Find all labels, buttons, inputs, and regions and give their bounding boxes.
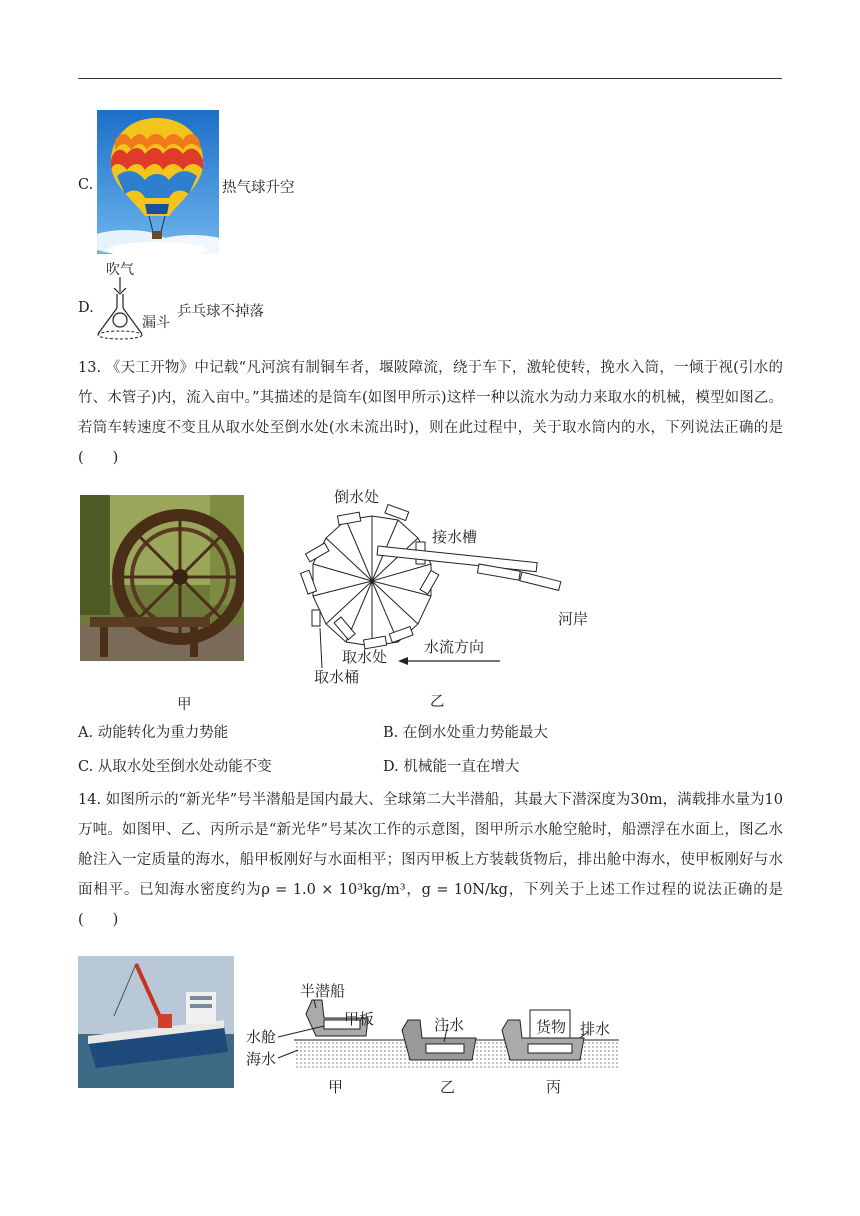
- blow-label: 吹气: [106, 262, 134, 278]
- caption-yi: 乙: [440, 1078, 456, 1096]
- caption-jia: 甲: [328, 1078, 344, 1096]
- label-ship: 半潜船: [300, 982, 346, 1000]
- q13-option-c: C. 从取水处至倒水处动能不变: [78, 759, 272, 775]
- label-inject: 注水: [434, 1016, 465, 1034]
- figure-yi-caption: 乙: [430, 694, 445, 710]
- label-deck: 甲板: [344, 1010, 375, 1028]
- question-14-text: 14. 如图所示的“新光华”号半潜船是国内最大、全球第二大半潜船，其最大下潜深度为30m，满载排水量为10万吨。如图甲、乙、丙所示是“新光华”号某次工作的示意图，图甲所示水舱空舱时，船漂浮在水面上，图乙水舱注入一定质量的海水，船甲板刚好与水面相平；图丙甲板上方装载货物后，排出舱中海水，使甲板刚好与水面相平。已知海水密度约为ρ = 1.0 × 10³kg/m³，g = 10N/kg，下列关于上述工作过程的说法正确的是( ): [78, 792, 783, 928]
- option-c-text: 热气球升空: [222, 180, 295, 196]
- header-rule: [78, 78, 782, 79]
- label-bank: 河岸: [558, 610, 589, 628]
- label-tank: 水舱: [246, 1028, 277, 1046]
- question-13-text: 13. 《天工开物》中记载“凡河滨有制铜车者，堰陂障流，绕于车下，激轮使转，挽水入筒，一倾于视(引水的竹、木管子)内，流入亩中。”其描述的是筒车(如图甲所示)这样一种以流水为动力来取水的机械，模型如图乙。若筒车转速度不变且从取水处至倒水处(水未流出时)，则在此过程中，关于取水筒内的水，下列说法正确的是( ): [78, 360, 783, 466]
- label-drain: 排水: [580, 1020, 611, 1038]
- water-wheel-model-diagram: [294, 484, 610, 686]
- q13-option-a: A. 动能转化为重力势能: [78, 725, 229, 741]
- label-flow: 水流方向: [424, 638, 485, 656]
- hot-air-balloon-photo: [97, 110, 219, 254]
- label-pour: 倒水处: [334, 488, 380, 506]
- water-wheel-photo: [80, 495, 244, 661]
- figure-jia-caption: 甲: [177, 697, 192, 713]
- label-cargo: 货物: [536, 1018, 567, 1036]
- q13-option-d: D. 机械能一直在增大: [383, 759, 520, 775]
- option-d-text: 乒乓球不掉落: [177, 304, 264, 320]
- caption-bing: 丙: [546, 1078, 562, 1096]
- funnel-diagram: [94, 258, 174, 342]
- option-d-label: D.: [78, 300, 94, 316]
- q13-option-b: B. 在倒水处重力势能最大: [383, 725, 548, 741]
- option-c-label: C.: [78, 177, 94, 193]
- label-intake: 取水处: [342, 648, 388, 666]
- label-sea: 海水: [246, 1050, 277, 1068]
- semi-submersible-ship-photo: [78, 956, 234, 1088]
- funnel-label: 漏斗: [142, 315, 170, 331]
- ship-working-process-diagram: [244, 978, 624, 1100]
- label-trough: 接水槽: [432, 528, 478, 546]
- label-bucket: 取水桶: [314, 668, 360, 686]
